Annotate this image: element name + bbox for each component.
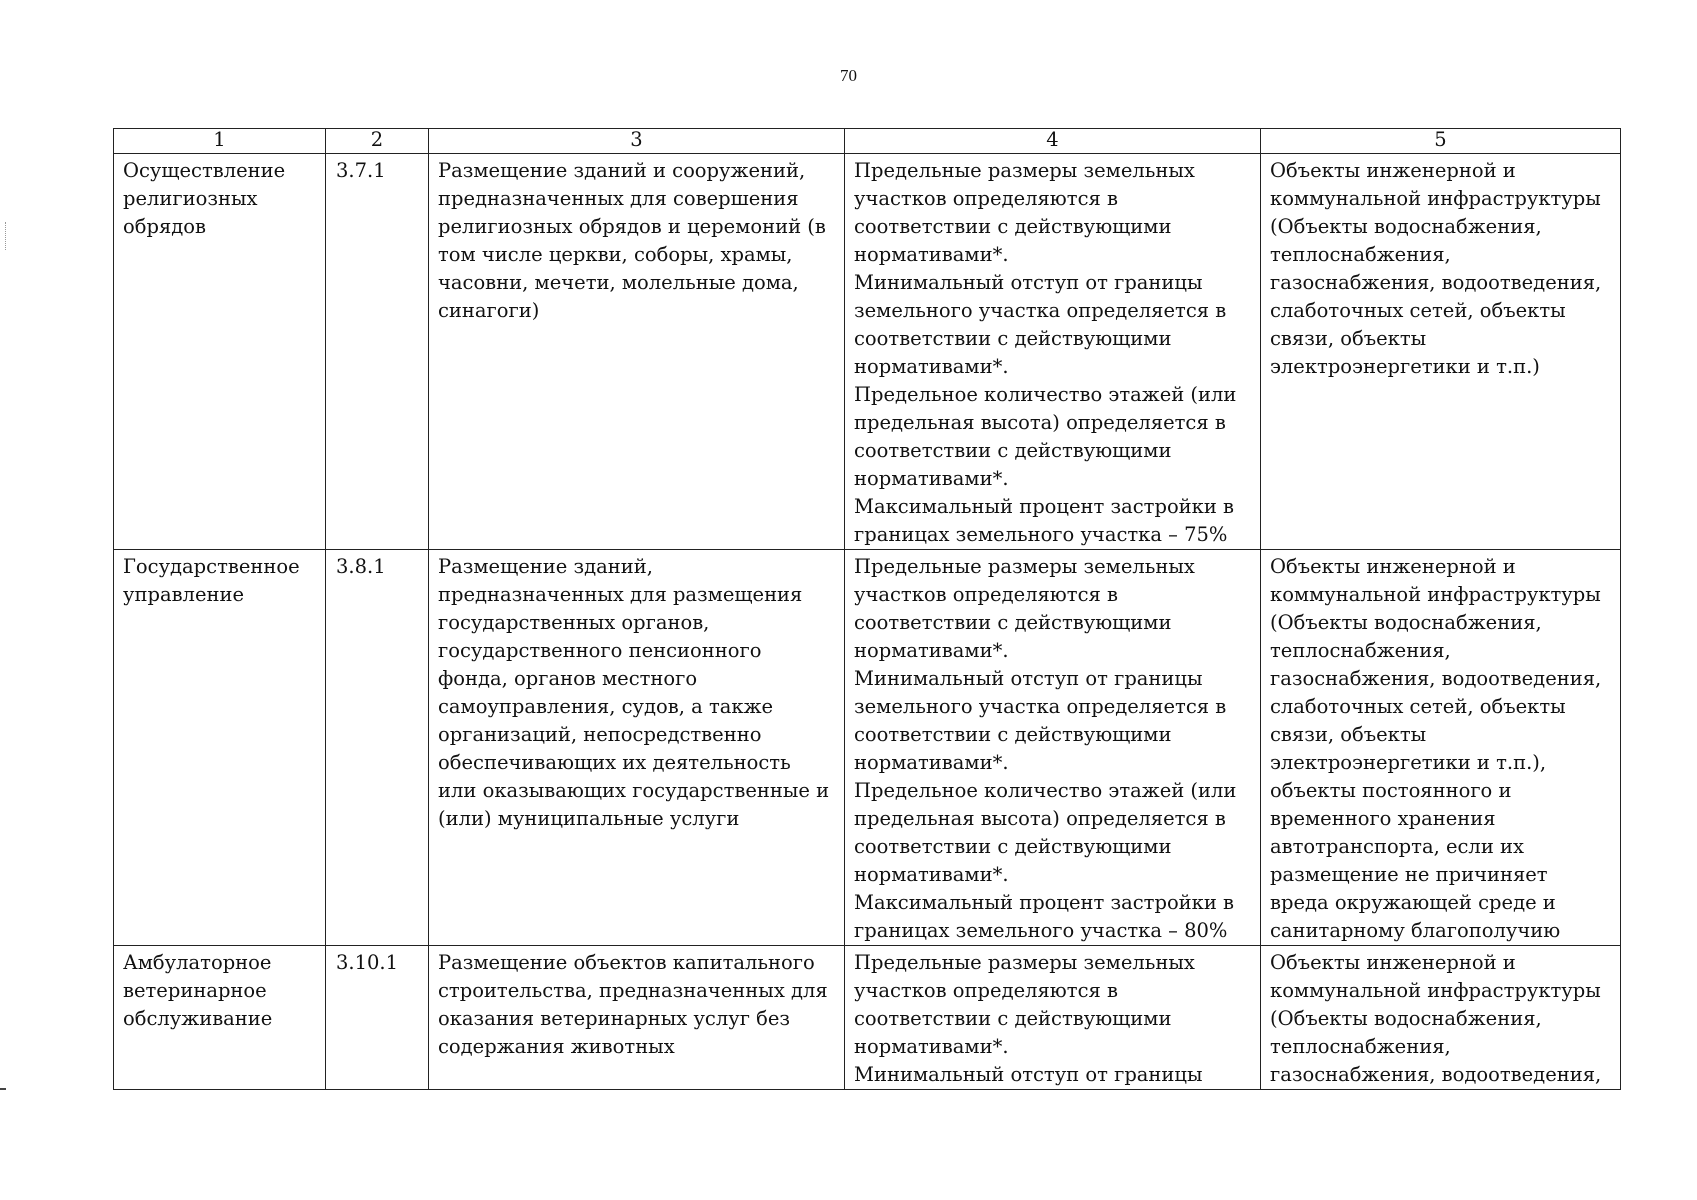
parameter-text: Максимальный процент застройки в границах земельного участка – 80% xyxy=(854,891,1235,942)
column-header: 2 xyxy=(326,129,429,154)
auxiliary-uses-cell: Объекты инженерной и коммунальной инфраструктуры (Объекты водоснабжения, теплоснабжения, газоснабжения, водоотведения, слаботочных сетей, объекты связи, объекты электроэнергетики и т.п.) xyxy=(1261,154,1621,550)
use-name-cell: Осуществление религиозных обрядов xyxy=(114,154,326,550)
auxiliary-uses-cell: Объекты инженерной и коммунальной инфраструктуры (Объекты водоснабжения, теплоснабжения, газоснабжения, водоотведения, xyxy=(1261,946,1621,1090)
parameter-text: Минимальный отступ от границы земельного участка определяется в соответствии с действующими нормативами*. xyxy=(854,271,1227,378)
table-row xyxy=(114,550,1621,946)
use-code-cell: 3.8.1 xyxy=(326,550,429,946)
parameter-text: Минимальный отступ от границы xyxy=(854,1063,1203,1086)
use-description-cell: Размещение объектов капитального строительства, предназначенных для оказания ветеринарных услуг без содержания животных xyxy=(429,946,845,1090)
table-row xyxy=(114,154,1621,550)
zoning-table xyxy=(113,128,1621,1090)
use-name-cell: Амбулаторное ветеринарное обслуживание xyxy=(114,946,326,1090)
column-header: 4 xyxy=(845,129,1261,154)
auxiliary-uses-cell: Объекты инженерной и коммунальной инфраструктуры (Объекты водоснабжения, теплоснабжения, газоснабжения, водоотведения, слаботочных сетей, объекты связи, объекты электроэнергетики и т.п.), объекты постоянного и временного хранения автотранспорта, если их размещение не причиняет вреда окружающей среде и санитарному благополучию xyxy=(1261,550,1621,946)
parameter-text: Предельное количество этажей (или предельная высота) определяется в соответствии с действующими нормативами*. xyxy=(854,779,1237,886)
column-header: 5 xyxy=(1261,129,1621,154)
use-description-cell: Размещение зданий, предназначенных для размещения государственных органов, государственного пенсионного фонда, органов местного самоуправления, судов, а также организаций, непосредственно обеспечивающих их деятельность или оказывающих государственные и (или) муниципальные услуги xyxy=(429,550,845,946)
parameter-text: Максимальный процент застройки в границах земельного участка – 75% xyxy=(854,495,1235,546)
margin-artifact xyxy=(5,222,8,250)
use-code-cell: 3.10.1 xyxy=(326,946,429,1090)
parameter-text: Предельные размеры земельных участков определяются в соответствии с действующими нормативами*. xyxy=(854,951,1195,1058)
use-code-cell: 3.7.1 xyxy=(326,154,429,550)
margin-artifact xyxy=(0,1088,6,1090)
table-row xyxy=(114,946,1621,1090)
parameters-cell xyxy=(845,946,1261,1090)
column-header: 1 xyxy=(114,129,326,154)
parameters-cell xyxy=(845,550,1261,946)
parameter-text: Минимальный отступ от границы земельного участка определяется в соответствии с действующими нормативами*. xyxy=(854,667,1227,774)
column-header: 3 xyxy=(429,129,845,154)
use-name-cell: Государственное управление xyxy=(114,550,326,946)
page-number: 70 xyxy=(840,66,857,85)
parameter-text: Предельное количество этажей (или предельная высота) определяется в соответствии с действующими нормативами*. xyxy=(854,383,1237,490)
parameters-cell xyxy=(845,154,1261,550)
table-header-row xyxy=(114,129,1621,154)
use-description-cell: Размещение зданий и сооружений, предназначенных для совершения религиозных обрядов и церемоний (в том числе церкви, соборы, храмы, часовни, мечети, молельные дома, синагоги) xyxy=(429,154,845,550)
parameter-text: Предельные размеры земельных участков определяются в соответствии с действующими нормативами*. xyxy=(854,159,1195,266)
parameter-text: Предельные размеры земельных участков определяются в соответствии с действующими нормативами*. xyxy=(854,555,1195,662)
